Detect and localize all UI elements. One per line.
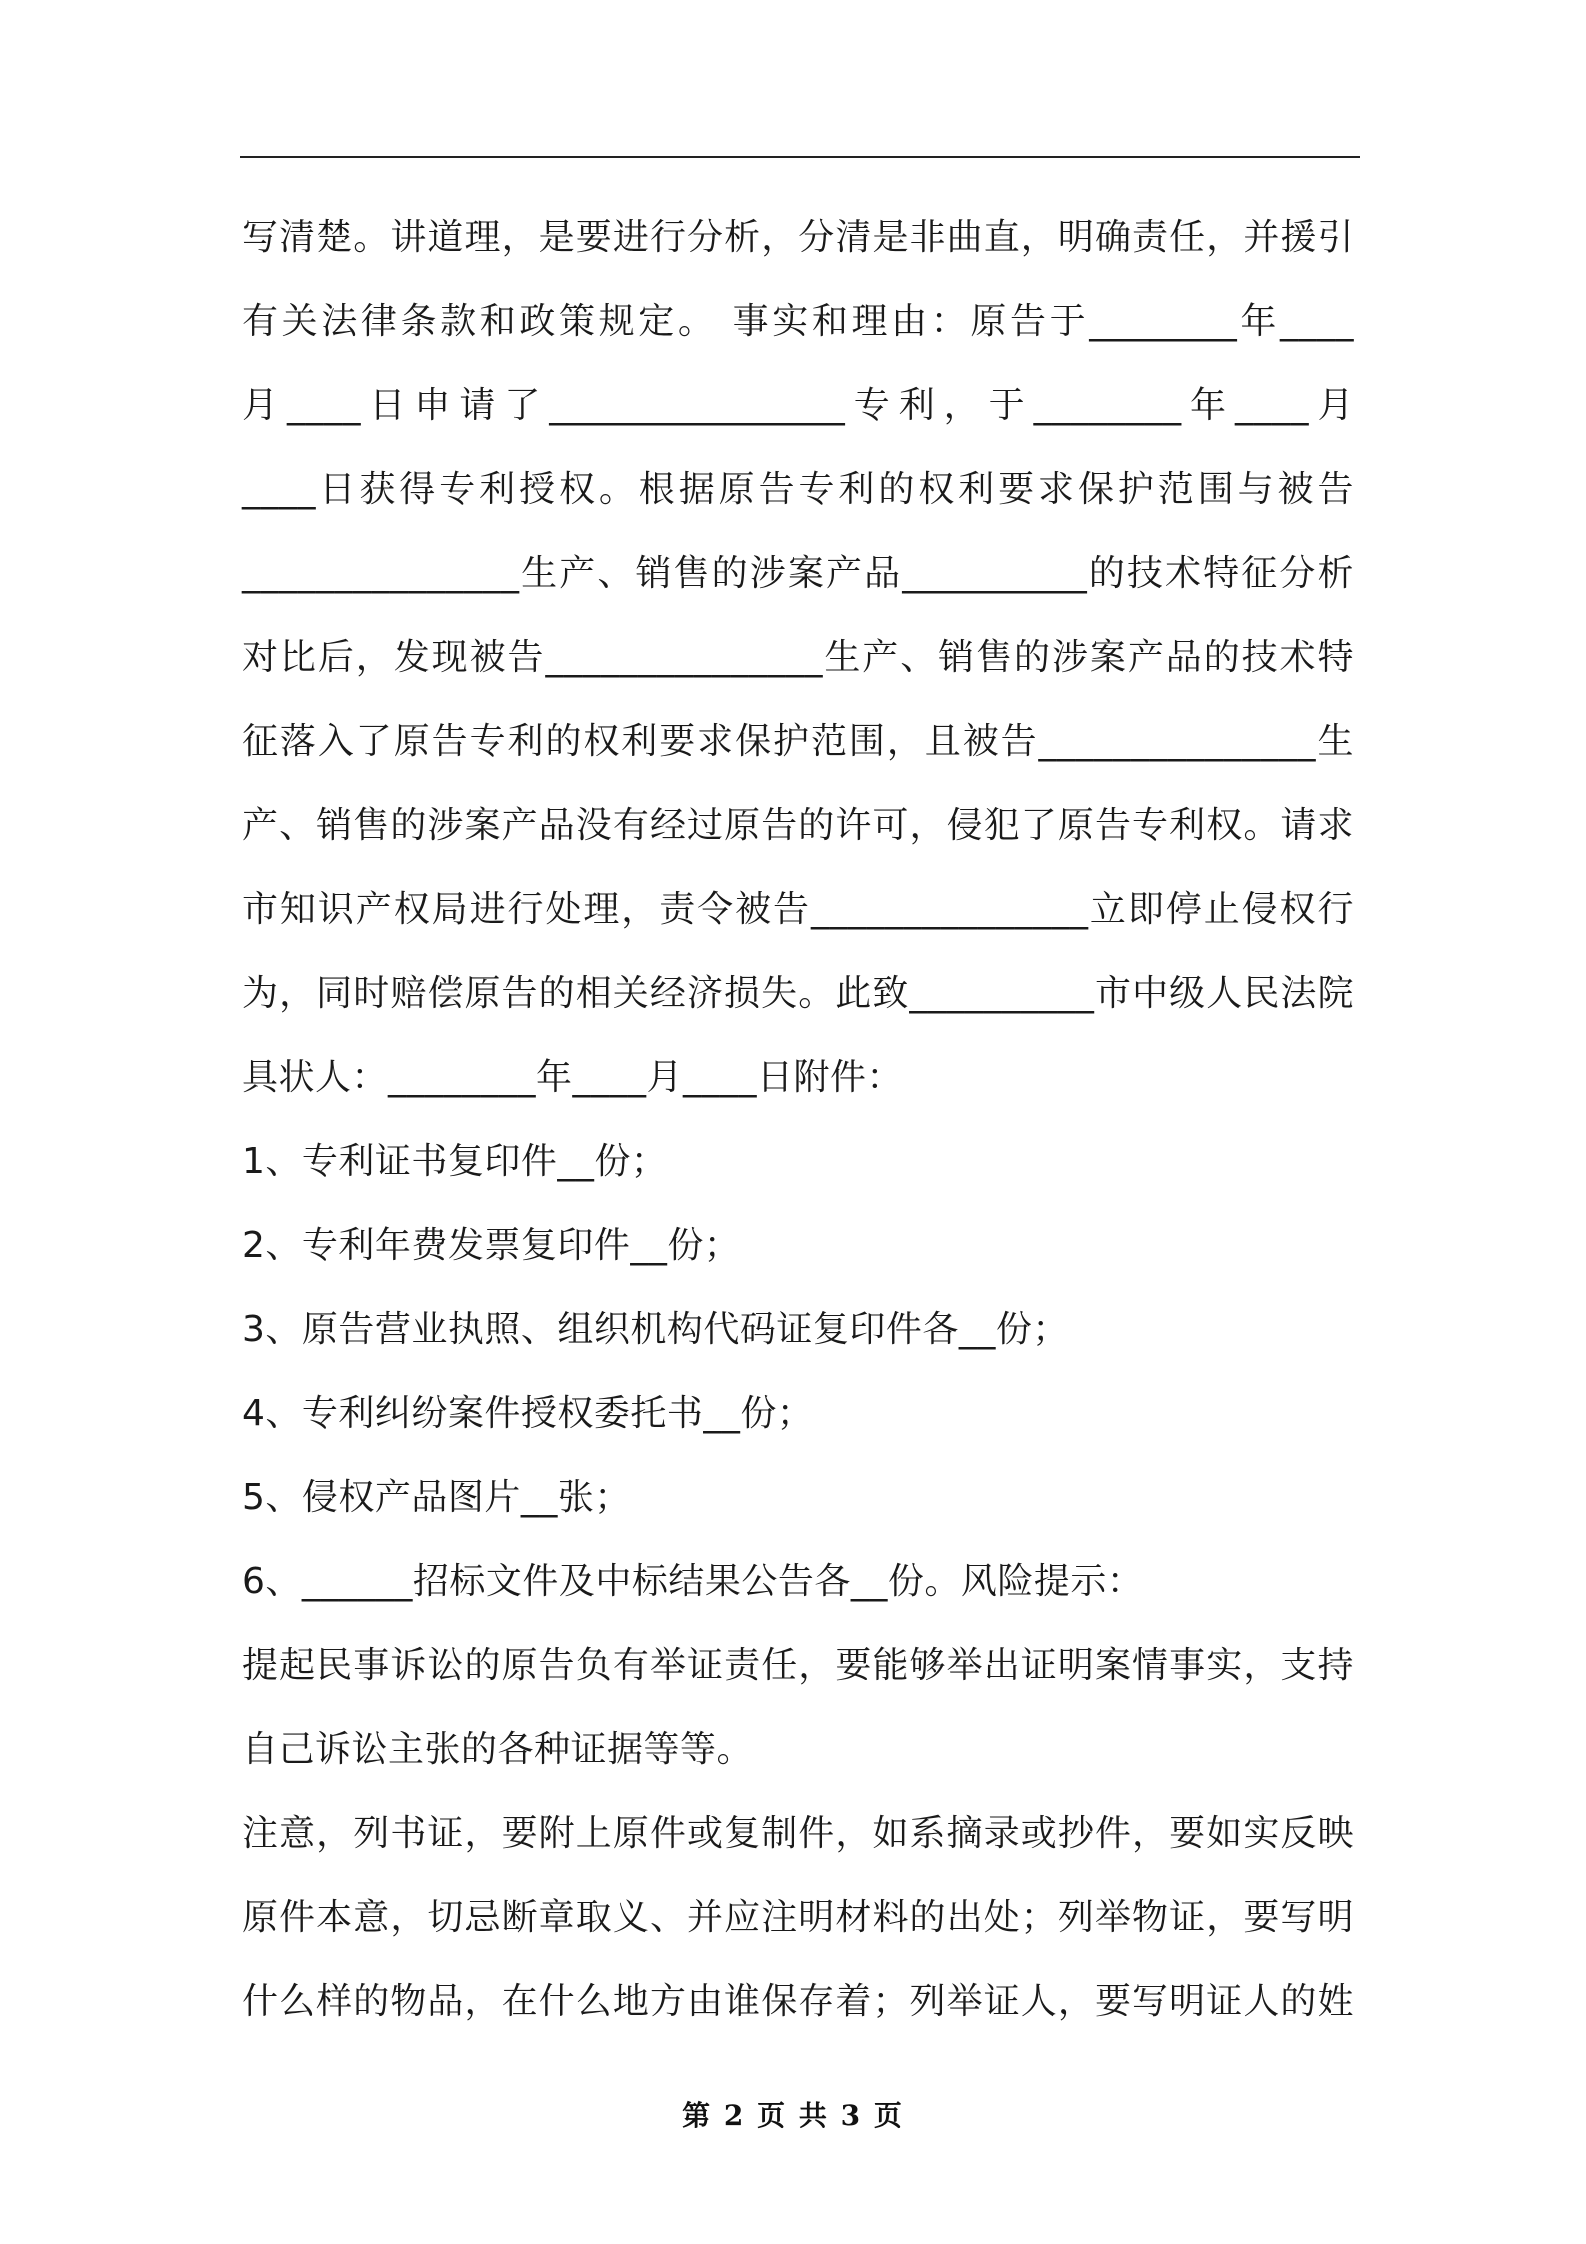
body-line: 市知识产权局进行处理，责令被告_______________立即停止侵权行 [242,889,1354,930]
body-line: 征落入了原告专利的权利要求保护范围，且被告_______________生 [242,721,1354,762]
body-line: ____日获得专利授权。根据原告专利的权利要求保护范围与被告 [242,469,1354,510]
page-number-footer: 第 2 页 共 3 页 [682,2099,904,2132]
header-rule [240,156,1360,158]
document-body [242,196,1354,2044]
attachment-item: 1、专利证书复印件__份； [242,1141,668,1182]
body-line: 对比后，发现被告_______________生产、销售的涉案产品的技术特 [242,637,1354,678]
body-line: _______________生产、销售的涉案产品__________的技术特征分析 [242,553,1354,594]
body-line: 注意，列书证，要附上原件或复制件，如系摘录或抄件，要如实反映 [242,1813,1354,1854]
body-line: 自己诉讼主张的各种证据等等。 [242,1729,754,1770]
body-line: 什么样的物品，在什么地方由谁保存着；列举证人，要写明证人的姓 [242,1981,1354,2022]
body-line: 产、销售的涉案产品没有经过原告的许可，侵犯了原告专利权。请求 [242,805,1354,846]
attachment-item: 5、侵权产品图片__张； [242,1477,631,1518]
body-line: 提起民事诉讼的原告负有举证责任，要能够举出证明案情事实，支持 [242,1645,1354,1686]
body-line: 具状人：________年____月____日附件： [242,1057,904,1098]
body-line: 为，同时赔偿原告的相关经济损失。此致__________市中级人民法院 [242,973,1354,1014]
body-line: 月____日申请了________________专利，于________年____月 [242,385,1354,426]
attachment-item: 4、专利纠纷案件授权委托书__份； [242,1393,814,1434]
attachment-item: 6、______招标文件及中标结果公告各__份。风险提示： [242,1561,1144,1602]
attachment-item: 2、专利年费发票复印件__份； [242,1225,741,1266]
body-line: 原件本意，切忌断章取义、并应注明材料的出处；列举物证，要写明 [242,1897,1354,1938]
body-line: 写清楚。讲道理，是要进行分析，分清是非曲直，明确责任，并援引 [242,217,1354,258]
body-line: 有关法律条款和政策规定。 事实和理由：原告于________年____ [242,301,1354,342]
attachment-item: 3、原告营业执照、组织机构代码证复印件各__份； [242,1309,1069,1350]
